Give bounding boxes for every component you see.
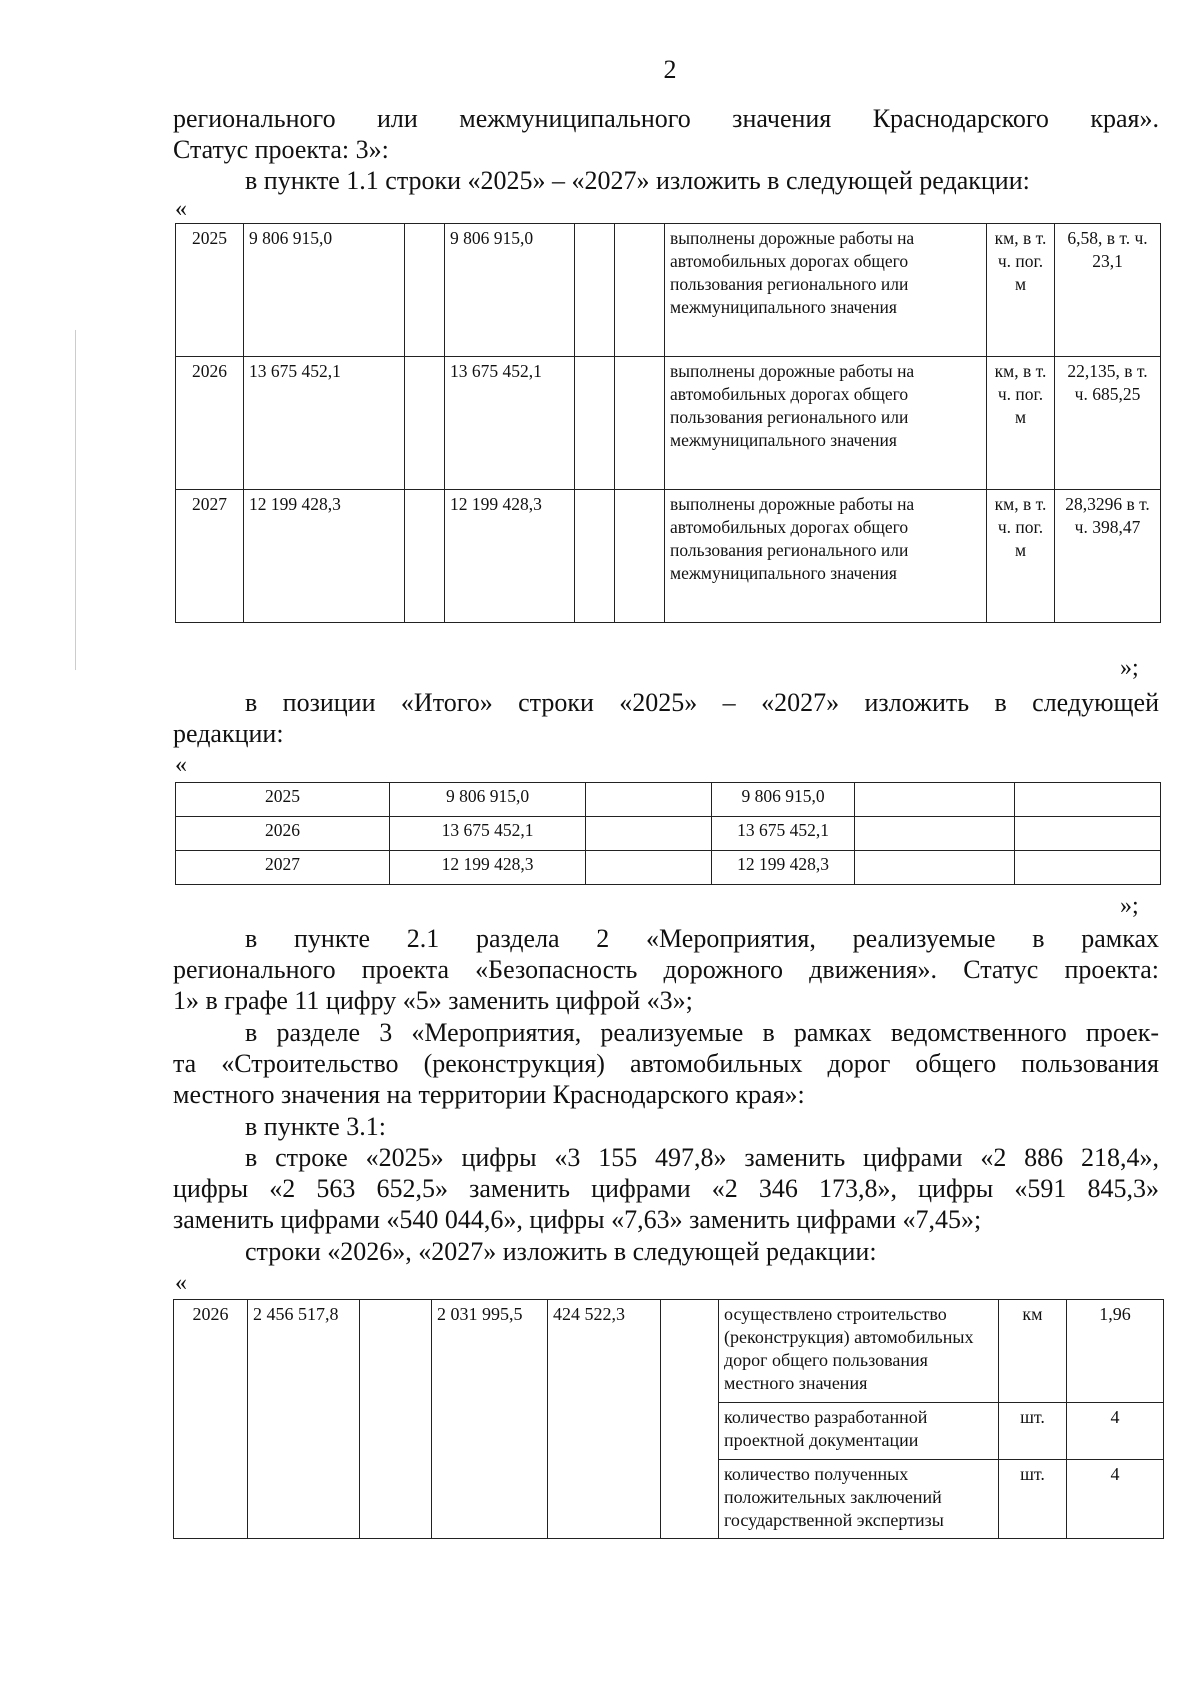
total-cell: 13 675 452,1 [244,357,405,490]
empty-cell [1015,851,1161,885]
total-cell: 9 806 915,0 [244,224,405,357]
table-road-works [175,223,1161,623]
year-cell: 2025 [176,783,390,817]
paragraph-itogo-line-2: редакции: [173,719,284,748]
unit-cell: км, в т. ч. пог. м [987,357,1055,490]
amount-cell: 12 199 428,3 [712,851,855,885]
paragraph-section-3-line-1: в разделе 3 «Мероприятия, реализуемые в рамках ведомственного проек- [245,1018,1159,1047]
table-row [176,224,1161,357]
year-cell: 2026 [176,357,244,490]
close-quote-1: »; [1120,655,1139,681]
paragraph-3-1: в пункте 3.1: [245,1112,387,1141]
empty-cell [661,1300,719,1539]
total-cell: 9 806 915,0 [390,783,586,817]
result-cell: выполнены дорожные работы на автомобильных дорогах общего пользования регионального или межмуниципального значения [665,357,987,490]
empty-cell [615,357,665,490]
table-row [176,817,1161,851]
total-cell: 12 199 428,3 [390,851,586,885]
empty-cell [575,357,615,490]
page-number: 2 [663,55,677,84]
paragraph-2-1-line-1: в пункте 2.1 раздела 2 «Мероприятия, реализуемые в рамках [245,924,1159,953]
paragraph-1-1: в пункте 1.1 строки «2025» – «2027» изложить в следующей редакции: [245,166,1030,195]
result-cell: выполнены дорожные работы на автомобильных дорогах общего пользования регионального или межмуниципального значения [665,224,987,357]
paragraph-2-1-line-3: 1» в графе 11 цифру «5» заменить цифрой «3»; [173,986,693,1015]
paragraph-section-3-line-2: та «Строительство (реконструкция) автомобильных дорог общего пользования [173,1049,1159,1078]
close-quote-2: »; [1120,893,1139,919]
result-cell: выполнены дорожные работы на автомобильных дорогах общего пользования регионального или межмуниципального значения [665,490,987,623]
empty-cell [1015,783,1161,817]
year-cell: 2026 [176,817,390,851]
year-cell: 2026 [174,1300,248,1539]
result-cell: количество разработанной проектной документации [719,1403,999,1460]
empty-cell [586,851,712,885]
open-quote-1: « [175,196,187,222]
amount-cell: 9 806 915,0 [712,783,855,817]
open-quote-2: « [175,752,187,778]
result-cell: количество полученных положительных заключений государственной экспертизы [719,1460,999,1539]
total-cell: 2 456 517,8 [248,1300,360,1539]
total-cell: 13 675 452,1 [390,817,586,851]
table-row [176,490,1161,623]
paragraph-row-2025-line-1: в строке «2025» цифры «3 155 497,8» заменить цифрами «2 886 218,4», [245,1143,1159,1172]
value-cell: 22,135, в т. ч. 685,25 [1055,357,1161,490]
table-itogo [175,782,1161,885]
paragraph-row-2025-line-3: заменить цифрами «540 044,6», цифры «7,63» заменить цифрами «7,45»; [173,1205,982,1234]
scan-artifact-line [75,330,76,670]
empty-cell [615,490,665,623]
empty-cell [615,224,665,357]
unit-cell: км, в т. ч. пог. м [987,224,1055,357]
empty-cell [360,1300,432,1539]
unit-cell: км [999,1300,1067,1403]
intro-line-2: Статус проекта: 3»: [173,135,389,164]
empty-cell [405,490,445,623]
paragraph-2-1-line-2: регионального проекта «Безопасность дорожного движения». Статус проекта: [173,955,1159,984]
value-cell: 6,58, в т. ч. 23,1 [1055,224,1161,357]
table-construction-2026 [173,1299,1164,1539]
empty-cell [855,817,1015,851]
amount-cell: 424 522,3 [548,1300,661,1539]
table-row [176,357,1161,490]
year-cell: 2027 [176,851,390,885]
value-cell: 28,3296 в т. ч. 398,47 [1055,490,1161,623]
value-cell: 4 [1067,1460,1164,1539]
result-cell: осуществлено строительство (реконструкция) автомобильных дорог общего пользования местного значения [719,1300,999,1403]
amount-cell: 12 199 428,3 [445,490,575,623]
intro-line-1: регионального или межмуниципального значения Краснодарского края». [173,104,1159,133]
empty-cell [586,817,712,851]
paragraph-section-3-line-3: местного значения на территории Краснодарского края»: [173,1080,805,1109]
empty-cell [855,783,1015,817]
year-cell: 2027 [176,490,244,623]
empty-cell [405,224,445,357]
empty-cell [575,224,615,357]
unit-cell: шт. [999,1403,1067,1460]
year-cell: 2025 [176,224,244,357]
unit-cell: км, в т. ч. пог. м [987,490,1055,623]
table-row [176,783,1161,817]
unit-cell: шт. [999,1460,1067,1539]
paragraph-itogo-line-1: в позиции «Итого» строки «2025» – «2027» изложить в следующей [245,688,1159,717]
total-cell: 12 199 428,3 [244,490,405,623]
empty-cell [586,783,712,817]
paragraph-rows-2026-2027: строки «2026», «2027» изложить в следующей редакции: [245,1237,877,1266]
value-cell: 4 [1067,1403,1164,1460]
amount-cell: 2 031 995,5 [432,1300,548,1539]
amount-cell: 13 675 452,1 [712,817,855,851]
empty-cell [575,490,615,623]
table-row [174,1300,1164,1403]
empty-cell [855,851,1015,885]
empty-cell [1015,817,1161,851]
amount-cell: 13 675 452,1 [445,357,575,490]
empty-cell [405,357,445,490]
table-row [176,851,1161,885]
paragraph-row-2025-line-2: цифры «2 563 652,5» заменить цифрами «2 346 173,8», цифры «591 845,3» [173,1174,1159,1203]
open-quote-3: « [175,1270,187,1296]
value-cell: 1,96 [1067,1300,1164,1403]
amount-cell: 9 806 915,0 [445,224,575,357]
